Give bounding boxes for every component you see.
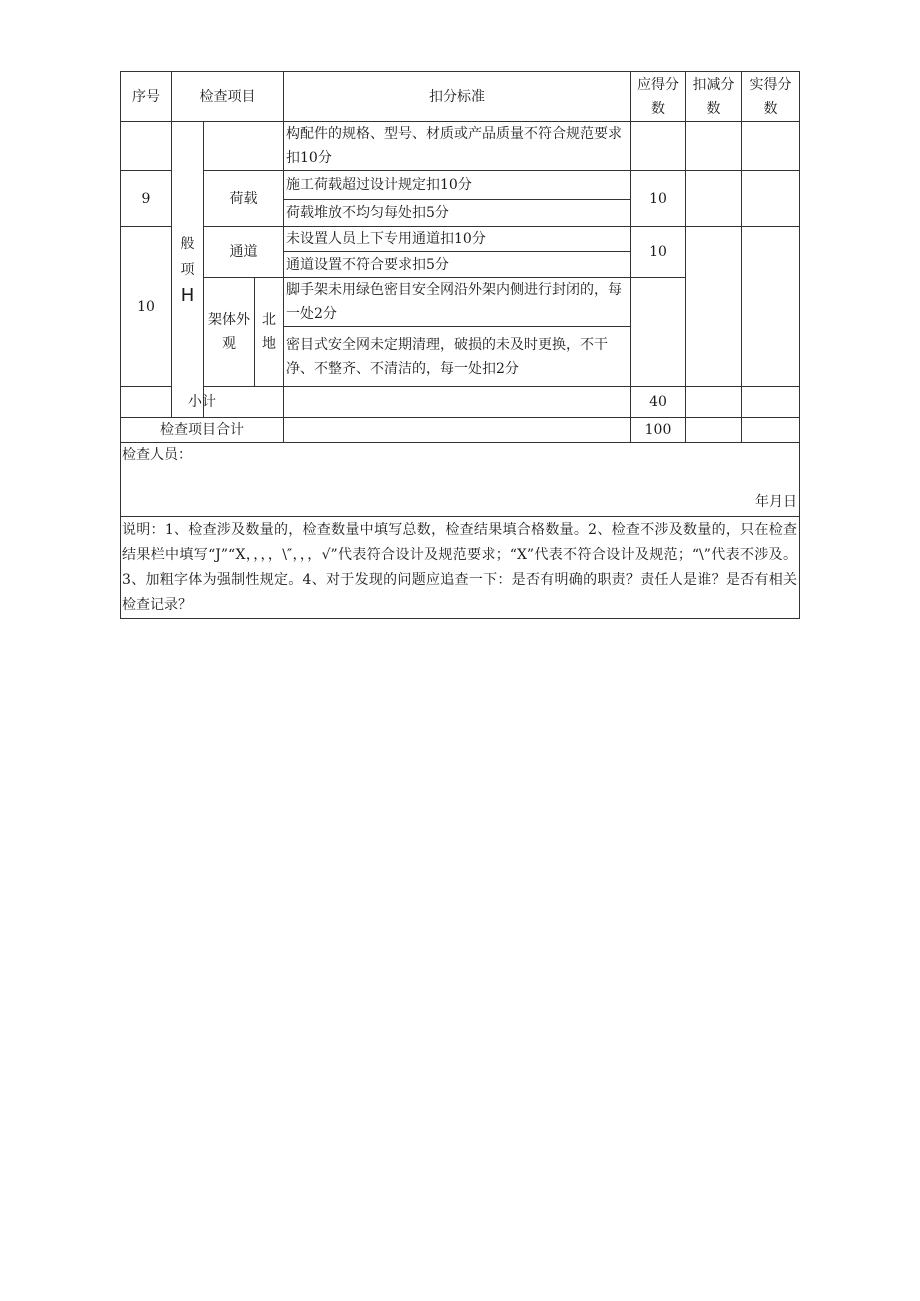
standard-passage-noncompliant: 通道设置不符合要求扣5分 xyxy=(284,252,631,278)
category-cell xyxy=(172,122,204,418)
inspector-label: 检查人员： xyxy=(122,447,192,463)
note-row xyxy=(121,517,800,619)
header-standard: 扣分标准 xyxy=(284,72,631,122)
row-load-1 xyxy=(121,171,800,200)
due-passage: 10 xyxy=(631,227,686,278)
inspector-cell[interactable] xyxy=(121,443,800,517)
category-line2: 项 xyxy=(180,261,195,278)
row-no-9: 9 xyxy=(121,171,172,227)
total-label: 检查项目合计 xyxy=(121,418,284,443)
standard-load-uneven: 荷载堆放不均匀每处扣5分 xyxy=(284,200,631,227)
item-load: 荷载 xyxy=(204,171,284,227)
header-item: 检查项目 xyxy=(172,72,284,122)
note-text: 说明：1、检查涉及数量的，检查数量中填写总数，检查结果填合格数量。2、检查不涉及数量的，只在检查结果栏中填写“J”“X，，，，\″，，，√”代表符合设计及规范要求；“X”代表不符合设计及规范；“\”代表不涉及。3、加粗字体为强制性规定。4、对于发现的问题应追查一下：是否有明确的职责？责任人是谁？是否有相关检查记录？ xyxy=(121,517,800,619)
item-appearance-sub: 北地 xyxy=(255,278,284,387)
item-appearance: 架体外观 xyxy=(204,278,255,387)
standard-load-over: 施工荷载超过设计规定扣10分 xyxy=(284,171,631,200)
subtotal-due: 40 xyxy=(631,387,686,418)
standard-appearance-clean: 密目式安全网未定期清理，破损的未及时更换，不干净、不整齐、不清洁的，每一处扣2分 xyxy=(284,327,631,387)
category-line3: H xyxy=(180,284,195,306)
due-empty xyxy=(631,278,686,387)
subtotal-standard-empty xyxy=(284,387,631,418)
deduct-cell[interactable] xyxy=(686,227,742,387)
row-no-empty xyxy=(121,122,172,171)
inspection-sheet xyxy=(120,71,799,619)
row-component-quality xyxy=(121,122,800,171)
actual-cell[interactable] xyxy=(742,387,800,418)
total-row xyxy=(121,418,800,443)
deduct-cell[interactable] xyxy=(686,418,742,443)
subtotal-row xyxy=(121,387,800,418)
due-empty xyxy=(631,122,686,171)
actual-cell[interactable] xyxy=(742,122,800,171)
header-row xyxy=(121,72,800,122)
due-load: 10 xyxy=(631,171,686,227)
category-line1: 般 xyxy=(180,235,195,252)
row-no-10: 10 xyxy=(121,227,172,387)
date-label: 年月日 xyxy=(755,494,798,510)
total-due: 100 xyxy=(631,418,686,443)
item-passage: 通道 xyxy=(204,227,284,278)
total-standard-empty xyxy=(284,418,631,443)
standard-passage-missing: 未设置人员上下专用通道扣10分 xyxy=(284,227,631,252)
actual-cell[interactable] xyxy=(742,227,800,387)
deduct-cell[interactable] xyxy=(686,122,742,171)
deduct-cell[interactable] xyxy=(686,171,742,227)
standard-appearance-net: 脚手架未用绿色密目安全网沿外架内侧进行封闭的，每一处2分 xyxy=(284,278,631,327)
header-due: 应得分数 xyxy=(631,72,686,122)
subtotal-label: 小计 xyxy=(121,387,284,418)
row-passage-1 xyxy=(121,227,800,252)
header-deduct: 扣减分数 xyxy=(686,72,742,122)
header-no: 序号 xyxy=(121,72,172,122)
inspector-row xyxy=(121,443,800,517)
header-actual: 实得分数 xyxy=(742,72,800,122)
deduct-cell[interactable] xyxy=(686,387,742,418)
standard-component-quality: 构配件的规格、型号、材质或产品质量不符合规范要求扣10分 xyxy=(284,122,631,171)
inspection-table xyxy=(120,71,800,619)
actual-cell[interactable] xyxy=(742,171,800,227)
actual-cell[interactable] xyxy=(742,418,800,443)
item-empty xyxy=(204,122,284,171)
